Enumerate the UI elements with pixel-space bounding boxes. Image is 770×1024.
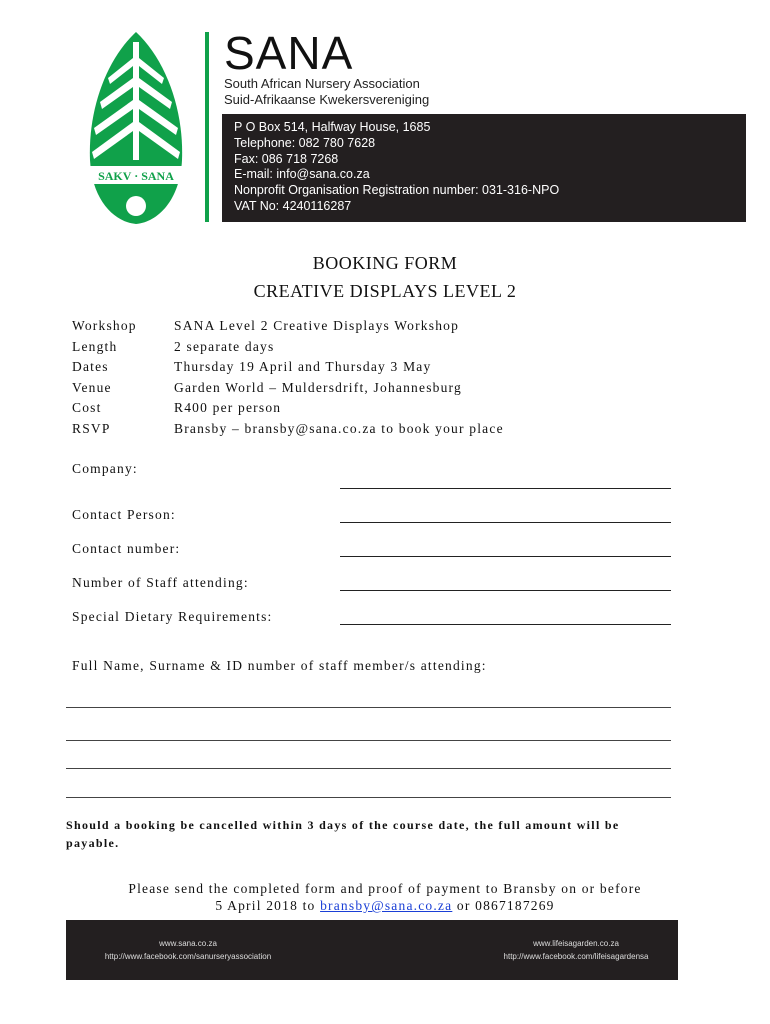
full-names-line[interactable] (66, 707, 671, 708)
detail-value: Garden World – Muldersdrift, Johannesburg (174, 379, 462, 395)
leaf-logo-icon (86, 30, 186, 226)
detail-value: R400 per person (174, 400, 282, 416)
footer-right (486, 937, 666, 963)
detail-value: SANA Level 2 Creative Displays Workshop (174, 318, 460, 333)
detail-row (72, 316, 504, 337)
info-fax: Fax: 086 718 7268 (234, 151, 339, 166)
send-instructions (0, 880, 770, 914)
footer-sana-site[interactable]: www.sana.co.za (159, 939, 217, 948)
info-address: P O Box 514, Halfway House, 1685 (234, 120, 431, 134)
detail-label: RSVP (72, 420, 111, 436)
footer-sana-facebook[interactable]: http://www.facebook.com/sanurseryassociation (104, 952, 272, 961)
contact-number-field[interactable] (340, 556, 671, 557)
contact-info-box (222, 114, 746, 222)
footer-lifeisagarden-facebook[interactable]: http://www.facebook.com/lifeisagardensa (503, 952, 649, 961)
contact-number-label: Contact number: (72, 541, 181, 556)
company-label: Company: (72, 461, 138, 476)
detail-label: Cost (72, 400, 102, 416)
full-names-line[interactable] (66, 768, 671, 769)
dietary-label: Special Dietary Requirements: (72, 609, 273, 624)
footer-left (88, 937, 288, 963)
detail-label: Workshop (72, 318, 137, 333)
info-vat: VAT No: 4240116287 (234, 198, 352, 213)
info-telephone: Telephone: 082 780 7628 (234, 135, 376, 150)
contact-person-field[interactable] (340, 522, 671, 523)
divider-bar (205, 32, 209, 222)
logo-text: SAKV · SANA (98, 169, 174, 183)
org-name: SANA (224, 27, 354, 79)
footer-bar (66, 920, 678, 980)
send-line-2-suffix: or 0867187269 (452, 898, 555, 913)
company-field[interactable] (340, 488, 671, 489)
send-line-1: Please send the completed form and proof of payment to Bransby on or before (128, 881, 642, 896)
full-names-line[interactable] (66, 797, 671, 798)
detail-label: Venue (72, 379, 112, 395)
detail-value: Thursday 19 April and Thursday 3 May (174, 359, 432, 375)
detail-label: Dates (72, 359, 109, 375)
detail-row (72, 419, 504, 440)
detail-row (72, 337, 504, 358)
org-header (224, 27, 430, 108)
contact-person-label: Contact Person: (72, 507, 176, 522)
staff-attending-field[interactable] (340, 590, 671, 591)
detail-row (72, 378, 504, 399)
title-line-1: BOOKING FORM (312, 253, 458, 273)
info-email: E-mail: info@sana.co.za (234, 167, 370, 182)
detail-row (72, 398, 504, 419)
cancellation-notice: Should a booking be cancelled within 3 days of the course date, the full amount will be payable. (66, 818, 620, 850)
footer-lifeisagarden-site[interactable]: www.lifeisagarden.co.za (533, 939, 619, 948)
detail-value: Bransby – bransby@sana.co.za to book your place (174, 420, 504, 436)
form-title (0, 250, 770, 306)
send-line-2 (0, 897, 770, 914)
info-npo-number: Nonprofit Organisation Registration number: 031-316-NPO (234, 183, 560, 198)
staff-attending-label: Number of Staff attending: (72, 575, 249, 590)
bransby-email-link[interactable]: bransby@sana.co.za (320, 898, 453, 913)
send-line-2-prefix: 5 April 2018 to (215, 898, 321, 913)
detail-label: Length (72, 338, 118, 354)
title-line-2: CREATIVE DISPLAYS LEVEL 2 (253, 281, 517, 301)
org-subtitle-af: Suid-Afrikaanse Kwekersvereniging (224, 92, 430, 107)
dietary-field[interactable] (340, 624, 671, 625)
org-subtitle-en: South African Nursery Association (224, 76, 420, 91)
full-names-label: Full Name, Surname & ID number of staff member/s attending: (72, 658, 487, 673)
sana-logo (86, 30, 186, 226)
workshop-details (72, 316, 504, 440)
detail-value: 2 separate days (174, 338, 275, 354)
detail-row (72, 357, 504, 378)
full-names-line[interactable] (66, 740, 671, 741)
